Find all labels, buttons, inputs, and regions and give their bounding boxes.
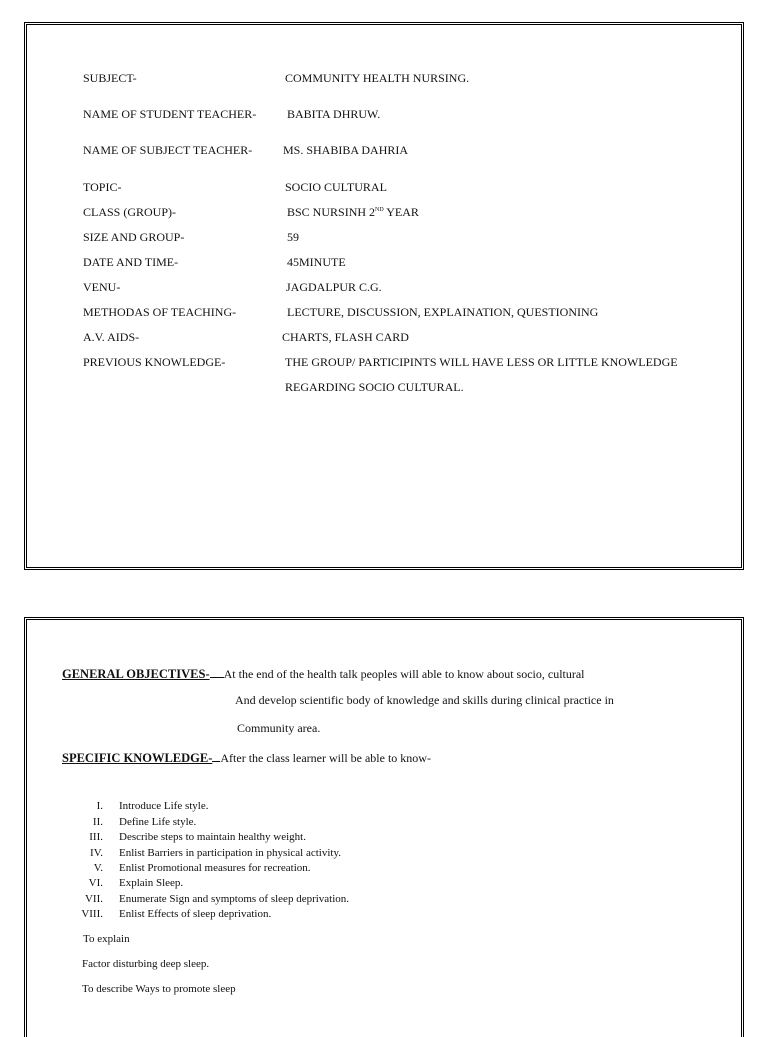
general-objectives-line <box>62 665 585 681</box>
date-time-label: DATE AND TIME- <box>83 255 179 269</box>
list-text: Enlist Effects of sleep deprivation. <box>119 908 272 920</box>
heading-underline-gap <box>210 665 224 678</box>
class-value-main: BSC NURSINH 2 <box>287 205 376 219</box>
list-numeral: III. <box>89 831 103 843</box>
method-value: LECTURE, DISCUSSION, EXPLAINATION, QUESTIONING <box>287 305 599 319</box>
specific-knowledge-text: After the class learner will be able to know- <box>220 751 431 765</box>
av-aids-label: A.V. AIDS- <box>83 330 140 344</box>
extra-line: To explain <box>83 933 130 945</box>
class-value-suffix: YEAR <box>383 205 419 219</box>
student-teacher-value: BABITA DHRUW. <box>287 107 381 121</box>
list-numeral: I. <box>96 800 103 812</box>
list-numeral: IV. <box>90 847 103 859</box>
list-text: Introduce Life style. <box>119 800 209 812</box>
general-objectives-line2: And develop scientific body of knowledge and skills during clinical practice in <box>235 693 614 707</box>
size-value: 59 <box>287 230 299 244</box>
list-numeral: VIII. <box>81 908 103 920</box>
method-label: METHODAS OF TEACHING- <box>83 305 237 319</box>
subject-value: COMMUNITY HEALTH NURSING. <box>285 71 470 85</box>
cover-page-frame <box>24 22 744 570</box>
extra-line: Factor disturbing deep sleep. <box>82 958 210 970</box>
list-text: Describe steps to maintain healthy weight. <box>119 831 306 843</box>
list-numeral: V. <box>93 862 103 874</box>
class-value <box>287 205 419 219</box>
list-numeral: II. <box>92 816 103 828</box>
general-objectives-line3: Community area. <box>237 721 321 735</box>
previous-knowledge-value: THE GROUP/ PARTICIPINTS WILL HAVE LESS OR LITTLE KNOWLEDGE <box>285 355 678 369</box>
general-objectives-text: At the end of the health talk peoples will able to know about socio, cultural <box>223 667 585 681</box>
topic-label: TOPIC- <box>83 180 122 194</box>
list-text: Enlist Barriers in participation in physical activity. <box>119 847 341 859</box>
list-text: Explain Sleep. <box>119 877 184 889</box>
previous-knowledge-label: PREVIOUS KNOWLEDGE- <box>83 355 226 369</box>
extra-line: To describe Ways to promote sleep <box>82 983 236 995</box>
list-text: Enlist Promotional measures for recreation. <box>119 862 311 874</box>
venue-value: JAGDALPUR C.G. <box>286 280 382 294</box>
specific-knowledge-heading: SPECIFIC KNOWLEDGE- <box>62 751 213 765</box>
venue-label: VENU- <box>83 280 121 294</box>
subject-teacher-label: NAME OF SUBJECT TEACHER- <box>83 143 253 157</box>
previous-knowledge-value-line2: REGARDING SOCIO CULTURAL. <box>285 380 464 394</box>
class-value-superscript: ND <box>375 207 384 213</box>
specific-knowledge-line <box>62 749 431 765</box>
av-aids-value: CHARTS, FLASH CARD <box>282 330 409 344</box>
general-objectives-heading: GENERAL OBJECTIVES- <box>62 667 210 681</box>
objectives-page-frame <box>24 617 744 1037</box>
list-text: Enumerate Sign and symptoms of sleep deprivation. <box>119 893 350 905</box>
size-label: SIZE AND GROUP- <box>83 230 185 244</box>
subject-teacher-value: MS. SHABIBA DAHRIA <box>283 143 409 157</box>
list-numeral: VI. <box>88 877 103 889</box>
topic-value: SOCIO CULTURAL <box>285 180 387 194</box>
date-time-value: 45MINUTE <box>287 255 346 269</box>
list-numeral: VII. <box>84 893 103 905</box>
class-label: CLASS (GROUP)- <box>83 205 177 219</box>
student-teacher-label: NAME OF STUDENT TEACHER- <box>83 107 257 121</box>
subject-label: SUBJECT- <box>83 71 137 85</box>
list-text: Define Life style. <box>119 816 197 828</box>
